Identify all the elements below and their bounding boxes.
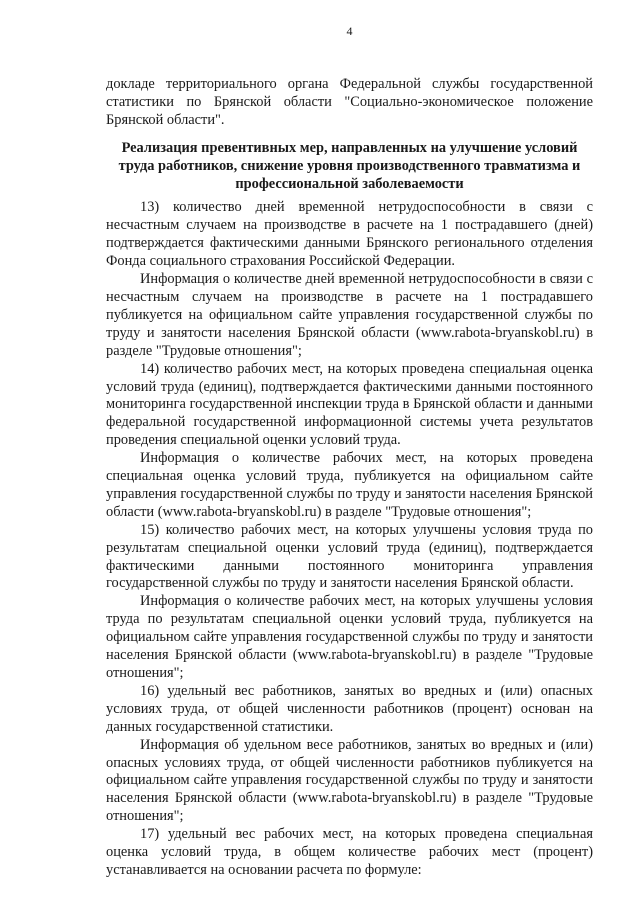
paragraph-15-info: Информация о количестве рабочих мест, на которых улучшены условия труда по результатам специальной оценки условий труда, публикуется на официальном сайте управления государственной службы по труду и занятости населения Брянской области (www.rabota-bryanskobl.ru) в разделе "Трудовые отношения";	[106, 593, 593, 681]
paragraph-14-info: Информация о количестве рабочих мест, на которых проведена специальная оценка условий труда, публикуется на официальном сайте управления государственной службы по труду и занятости населения Брянской области (www.rabota-bryanskobl.ru) в разделе "Трудовые отношения";	[106, 450, 593, 520]
paragraph-16-info: Информация об удельном весе работников, занятых во вредных и (или) опасных условиях труда, от общей численности работников публикуется на официальном сайте управления государственной службы по труду и занятости населения Брянской области (www.rabota-bryanskobl.ru) в разделе "Трудовые отношения";	[106, 736, 593, 825]
paragraph-15: 15) количество рабочих мест, на которых улучшены условия труда по результатам специальной оценки условий труда (единиц), подтверждается фактическими данными постоянного мониторинга управления государственной службы по труду и занятости населения Брянской области.	[106, 521, 593, 592]
paragraph-16: 16) удельный вес работников, занятых во вредных и (или) опасных условиях труда, от общей численности работников (процент) основан на данных государственной статистики.	[106, 682, 593, 735]
intro-paragraph: докладе территориального органа Федеральной службы государственной статистики по Брянской области "Социально-экономическое положение Брянской области".	[106, 76, 593, 128]
page-number: 4	[346, 24, 353, 38]
paragraph-17: 17) удельный вес рабочих мест, на которых проведена специальная оценка условий труда, в общем количестве рабочих мест (процент) устанавливается на основании расчета по формуле:	[106, 826, 593, 878]
paragraph-14: 14) количество рабочих мест, на которых проведена специальная оценка условий труда (единиц), подтверждается фактическими данными постоянного мониторинга государственной инспекции труда в Брянской области и данными федеральной государственной информационной системы учета результатов проведения специальной оценки условий труда.	[106, 360, 593, 449]
paragraph-13: 13) количество дней временной нетрудоспособности в связи с несчастным случаем на производстве в расчете на 1 пострадавшего (дней) подтверждается фактическими данными Брянского регионального отделения Фонда социального страхования Российской Федерации.	[106, 199, 593, 270]
document-body	[106, 76, 593, 880]
paragraph-13-info: Информация о количестве дней временной нетрудоспособности в связи с несчастным случаем на производстве в расчете на 1 пострадавшего публикуется на официальном сайте управления государственной службы по труду и занятости населения Брянской области (www.rabota-bryanskobl.ru) в разделе "Трудовые отношения";	[106, 271, 593, 359]
section-heading: Реализация превентивных мер, направленных на улучшение условий труда работников, снижение уровня производственного травматизма и профессиональной заболеваемости	[118, 139, 581, 192]
